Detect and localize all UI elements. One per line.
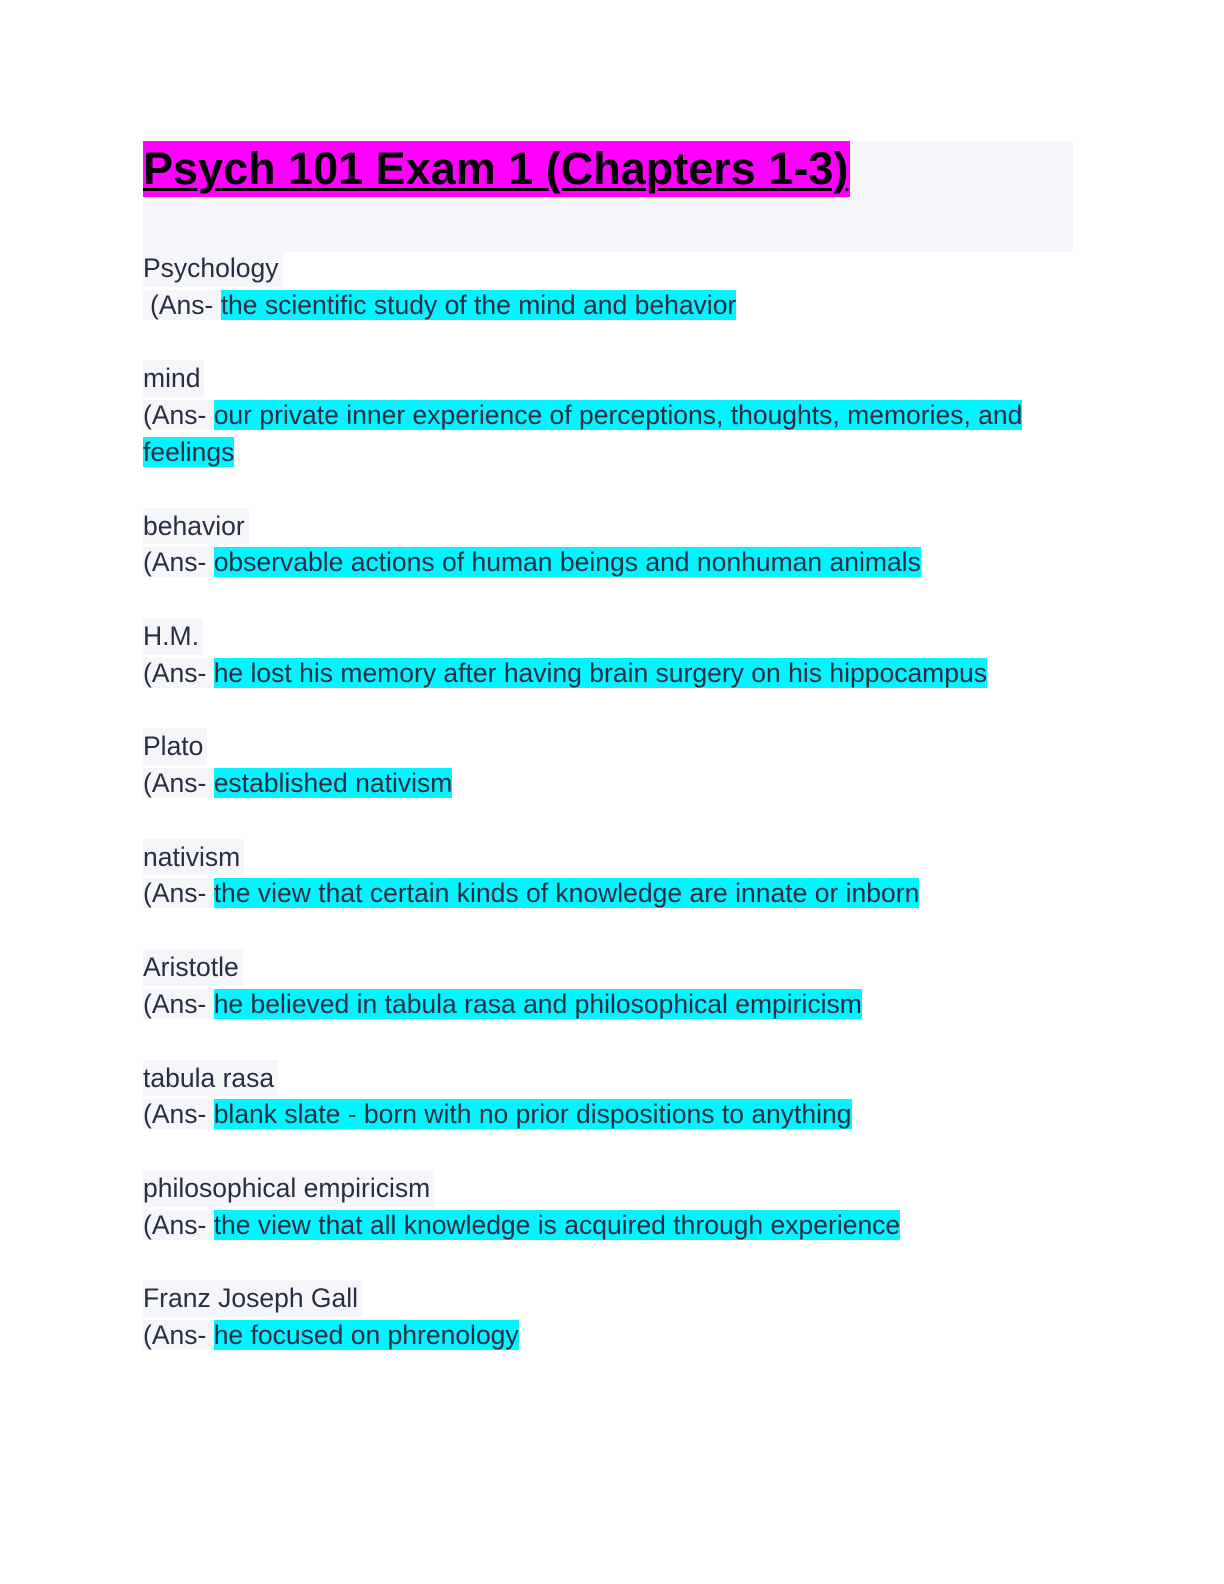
answer-prefix: (Ans- [143,878,214,909]
answer-line [143,1207,1078,1244]
answer-line [143,655,1078,692]
flashcard-entry [143,728,1078,801]
flashcard-entry [143,508,1078,581]
page-title: Psych 101 Exam 1 (Chapters 1-3) [143,141,850,197]
term: behavior [143,508,249,545]
answer-text: the scientific study of the mind and behavior [220,289,737,320]
answer-prefix: (Ans- [143,290,221,320]
answer-text: the view that all knowledge is acquired through experience [213,1209,901,1240]
term: Plato [143,728,207,765]
answer-prefix: (Ans- [143,768,214,799]
answer-prefix: (Ans- [143,1320,214,1351]
term: philosophical empiricism [143,1170,434,1207]
answer-line [143,397,1078,470]
flashcard-list [143,250,1078,1391]
term: H.M. [143,618,203,655]
answer-line [143,544,1078,581]
term: tabula rasa [143,1060,278,1097]
answer-line [143,986,1078,1023]
term: Psychology [143,250,283,287]
answer-text: established nativism [213,768,453,799]
flashcard-entry [143,1170,1078,1243]
answer-text: he focused on phrenology [213,1320,519,1351]
answer-prefix: (Ans- [143,988,214,1019]
answer-prefix: (Ans- [143,657,214,688]
answer-prefix: (Ans- [143,547,214,578]
answer-text: the view that certain kinds of knowledge are innate or inborn [213,878,920,909]
answer-prefix: (Ans- [143,1209,214,1240]
flashcard-entry [143,949,1078,1022]
flashcard-entry [143,1060,1078,1133]
term: nativism [143,839,244,876]
answer-prefix: (Ans- [143,400,214,431]
flashcard-entry [143,250,1078,323]
answer-text: he lost his memory after having brain surgery on his hippocampus [213,657,987,688]
flashcard-entry [143,839,1078,912]
answer-line [143,287,1078,324]
answer-text: observable actions of human beings and nonhuman animals [213,547,921,578]
answer-text: he believed in tabula rasa and philosophical empiricism [213,988,862,1019]
flashcard-entry [143,618,1078,691]
term: Aristotle [143,949,243,986]
answer-text: blank slate - born with no prior dispositions to anything [213,1099,852,1130]
answer-line [143,765,1078,802]
answer-text: our private inner experience of perceptions, thoughts, memories, and feelings [143,400,1023,467]
flashcard-entry [143,360,1078,470]
flashcard-entry [143,1280,1078,1353]
term: Franz Joseph Gall [143,1280,362,1317]
answer-line [143,1317,1078,1354]
answer-line [143,1096,1078,1133]
answer-prefix: (Ans- [143,1099,214,1130]
term: mind [143,360,204,397]
answer-line [143,875,1078,912]
